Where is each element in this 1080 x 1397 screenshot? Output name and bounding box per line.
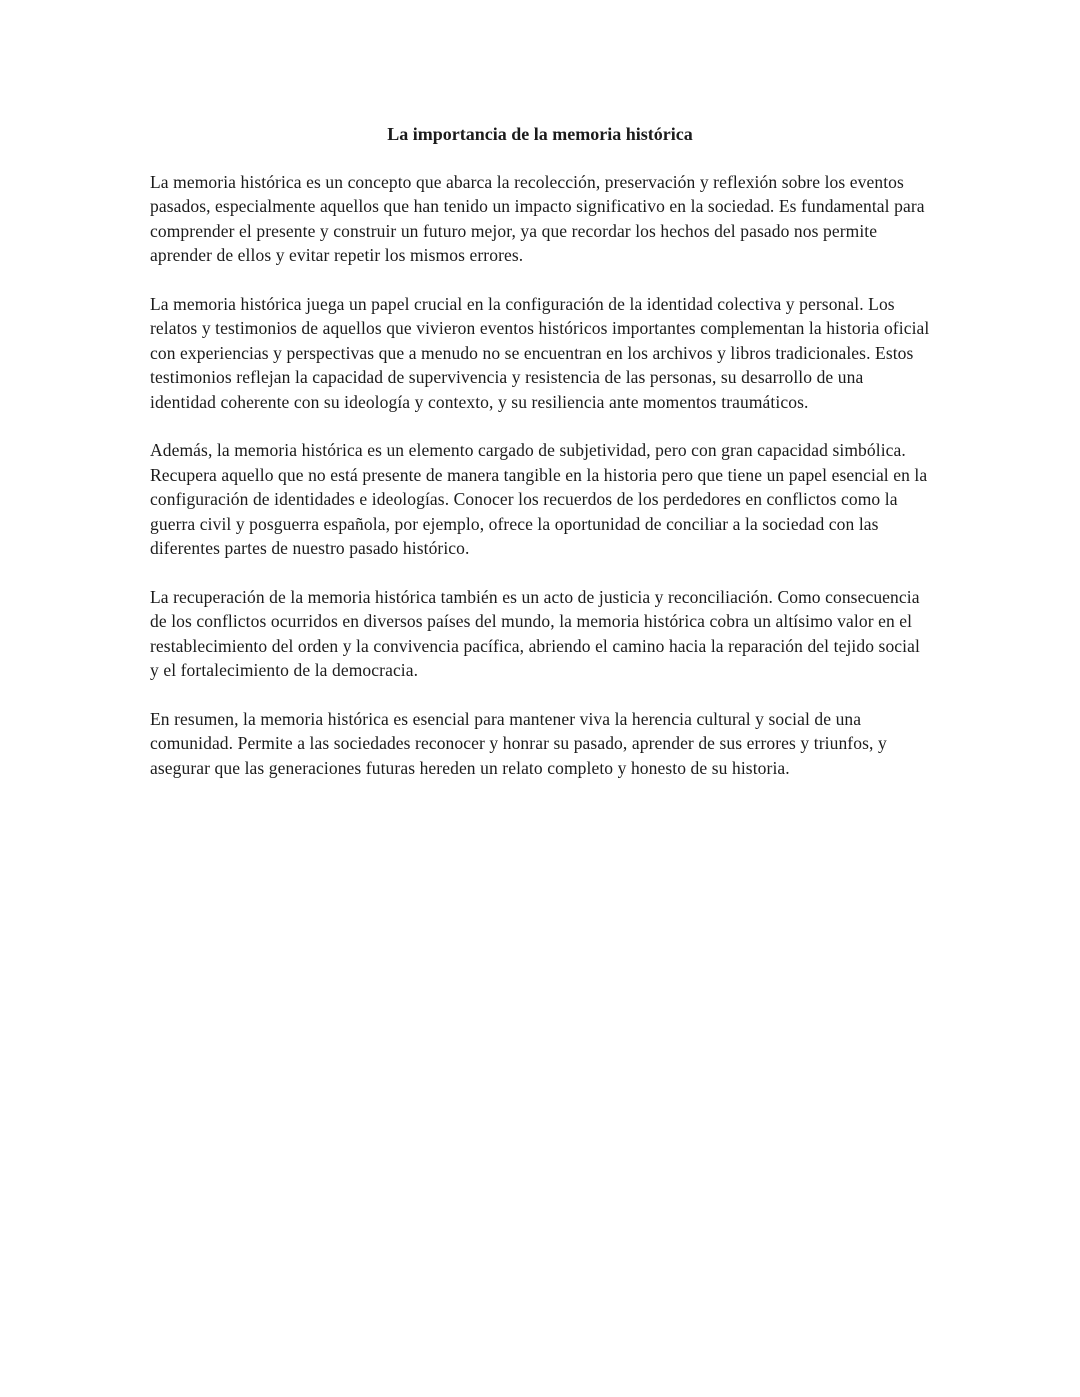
paragraph-4: La recuperación de la memoria histórica también es un acto de justicia y reconciliación. Como consecuencia de los conflictos ocurridos en diversos países del mundo, la memoria histórica cobra un altísimo valor en el restablecimiento del orden y la convivencia pacífica, abriendo el camino hacia la reparación del tejido social y el fortalecimiento de la democracia. bbox=[150, 586, 920, 681]
paragraph-2: La memoria histórica juega un papel crucial en la configuración de la identidad colectiva y personal. Los relatos y testimonios de aquellos que vivieron eventos históricos importantes complementan la historia oficial con experiencias y perspectivas que a menudo no se encuentran en los archivos y libros tradicionales. Estos testimonios reflejan la capacidad de supervivencia y resistencia de las personas, su desarrollo de una identidad coherente con su ideología y contexto, y su resiliencia ante momentos traumáticos. bbox=[150, 294, 930, 412]
paragraph-5: En resumen, la memoria histórica es esencial para mantener viva la herencia cultural y social de una comunidad. Permite a las sociedades reconocer y honrar su pasado, aprender de sus errores y triunfos, y asegurar que las generaciones futuras hereden un relato completo y honesto de su historia. bbox=[150, 708, 887, 778]
paragraph-1: La memoria histórica es un concepto que abarca la recolección, preservación y reflexión sobre los eventos pasados, especialmente aquellos que han tenido un impacto significativo en la sociedad. Es fundamental para comprender el presente y construir un futuro mejor, ya que recordar los hechos del pasado nos permite aprender de ellos y evitar repetir los mismos errores. bbox=[150, 172, 925, 266]
document-title: La importancia de la memoria histórica bbox=[387, 124, 693, 144]
paragraph-3: Además, la memoria histórica es un elemento cargado de subjetividad, pero con gran capacidad simbólica. Recupera aquello que no está presente de manera tangible en la historia pero que tiene un papel esencial en la configuración de identidades e ideologías. Conocer los recuerdos de los perdedores en conflictos como la guerra civil y posguerra española, por ejemplo, ofrece la oportunidad de conciliar a la sociedad con las diferentes partes de nuestro pasado histórico. bbox=[150, 440, 928, 559]
